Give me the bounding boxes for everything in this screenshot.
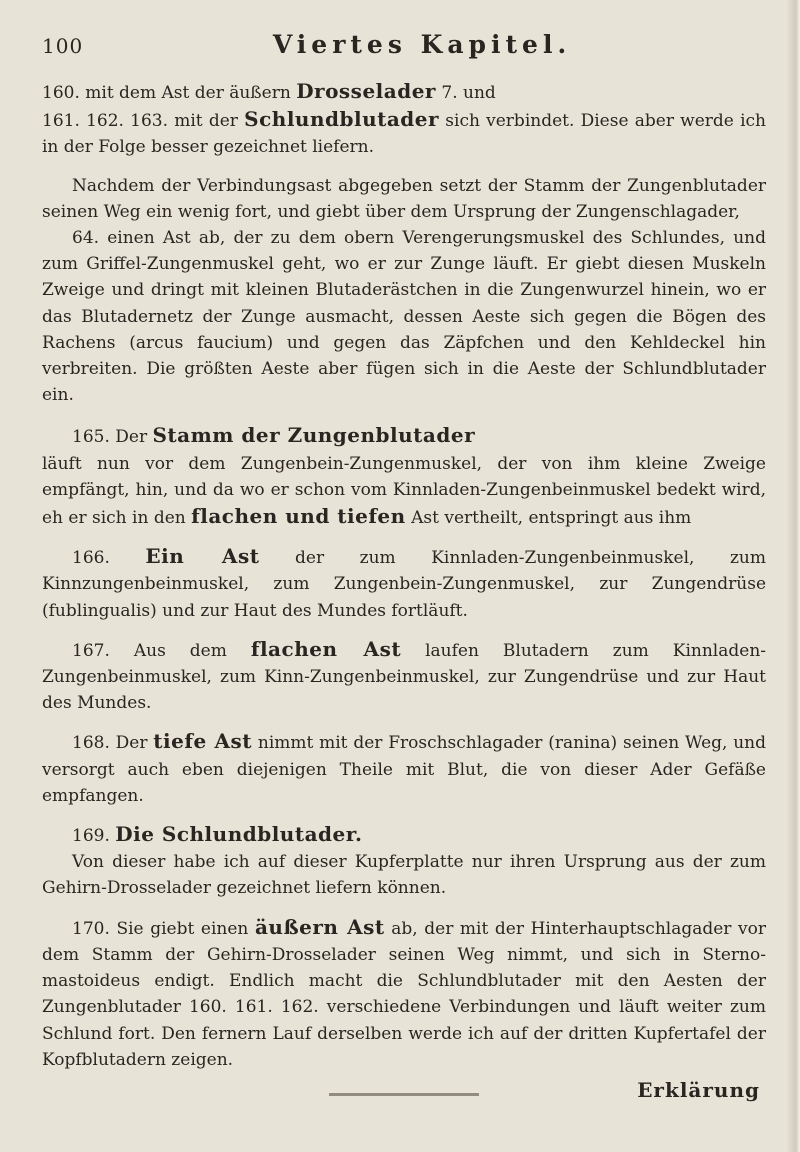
page-number: 100 [42, 34, 84, 58]
paragraph [42, 106, 766, 160]
text-run: 170. Sie giebt einen [72, 918, 255, 939]
emphasized-term: Drosselader [296, 79, 436, 103]
paragraph [42, 225, 766, 408]
paragraph [42, 849, 766, 901]
text-run: 165. Der [72, 427, 153, 448]
text-run: 64. einen Ast ab, der zu dem obern Verengerungsmuskel des Schlundes, und zum Griffel-Zungenmuskel geht, wo er zur Zunge läuft. Er giebt diesen Muskeln Zweige und dringt mit kleinen Blutaderästchen in die Zungenwurzel hinein, wo er das Blutadernetz der Zunge ausmacht, dessen Aeste sich gegen die Bögen des Rachens (arcus faucium) und gegen das Zäpfchen und den Kehldeckel hin verbreiten. Die größten Aeste aber fügen sich in die Aeste der Schlundblutader ein. [42, 228, 766, 406]
emphasized-term: Stamm der Zungenblutader [152, 423, 476, 448]
emphasized-term: flachen Ast [250, 636, 402, 661]
text-run: 169. [72, 826, 116, 847]
emphasized-term: tiefe Ast [153, 729, 253, 754]
page-edge [786, 0, 800, 1152]
paragraph [42, 821, 766, 849]
paragraph [42, 728, 766, 809]
text-run: 167. Aus dem [72, 640, 251, 661]
paragraph [42, 78, 766, 106]
paragraph [42, 451, 766, 532]
emphasized-term: flachen und tiefen [191, 504, 406, 529]
text-run: Nachdem der Verbindungsast abgegeben setzt der Stamm der Zungenblutader seinen Weg ein wenig fort, und giebt über dem Ursprung der Zungenschlagader, [42, 175, 766, 222]
emphasized-term: äußern Ast [254, 914, 385, 939]
catchword: Erklärung [637, 1078, 760, 1102]
running-head: Viertes Kapitel. [272, 30, 572, 59]
text-run: laufen Blutadern zum Kinnladen-Zungenbeinmuskel, zum Kinn-Zungenbeinmuskel, zur Zungendrüse und zur Haut des Mundes. [42, 640, 767, 714]
text-run: 166. [72, 548, 146, 569]
emphasized-term: Die Schlundblutader. [115, 822, 363, 847]
text-run: läuft nun vor dem Zungenbein-Zungenmuskel, der von ihm kleine Zweige empfängt, hin, und da wo er schon vom Kinnladen-Zungenbeinmuskel bedekt wird, eh er sich in den [42, 453, 766, 529]
ornamental-rule [329, 1093, 479, 1096]
text-run: 161. 162. 163. mit der [42, 111, 245, 132]
text-run: der zum Kinnladen-Zungenbeinmuskel, zum Kinnzungenbeinmuskel, zum Zungenbein-Zungenmuskel, zur Zungendrüse (fublingualis) und zur Haut des Mundes fortläuft. [42, 548, 766, 621]
paragraph [42, 543, 766, 624]
text-run: 160. mit dem Ast der äußern [42, 83, 297, 103]
paragraph [42, 636, 766, 717]
emphasized-term: Ein Ast [145, 544, 260, 569]
paragraph [42, 173, 766, 225]
text-run: 7. und [435, 83, 496, 103]
body-text [42, 78, 766, 1096]
paragraph [42, 422, 766, 450]
text-run: nimmt mit der Froschschlagader (ranina) seinen Weg, und versorgt auch eben diejenigen Theile mit Blut, die von dieser Ader Gefäße empfangen. [42, 733, 766, 806]
text-run: Ast vertheilt, entspringt aus ihm [405, 508, 692, 529]
paragraph [42, 914, 766, 1073]
page-header [42, 26, 762, 66]
text-run: ab, der mit der Hinterhauptschlagader vor dem Stamm der Gehirn-Drosselader seinen Weg nimmt, und sich in Sterno-mastoideus endigt. Endlich macht die Schlundblutader mit den Aesten der Zungenblutader 160. 161. 162. verschiedene Verbindungen und läuft weiter zum Schlund fort. Den fernern Lauf derselben werde ich auf der dritten Kupfertafel der Kopfblutadern zeigen. [42, 918, 766, 1070]
text-run: sich verbindet. Diese aber werde ich in der Folge besser gezeichnet liefern. [42, 111, 766, 158]
text-run: Von dieser habe ich auf dieser Kupferplatte nur ihren Ursprung aus der zum Gehirn-Drosselader gezeichnet liefern können. [42, 852, 766, 899]
text-run: 168. Der [72, 733, 154, 754]
emphasized-term: Schlundblutader [244, 107, 440, 132]
